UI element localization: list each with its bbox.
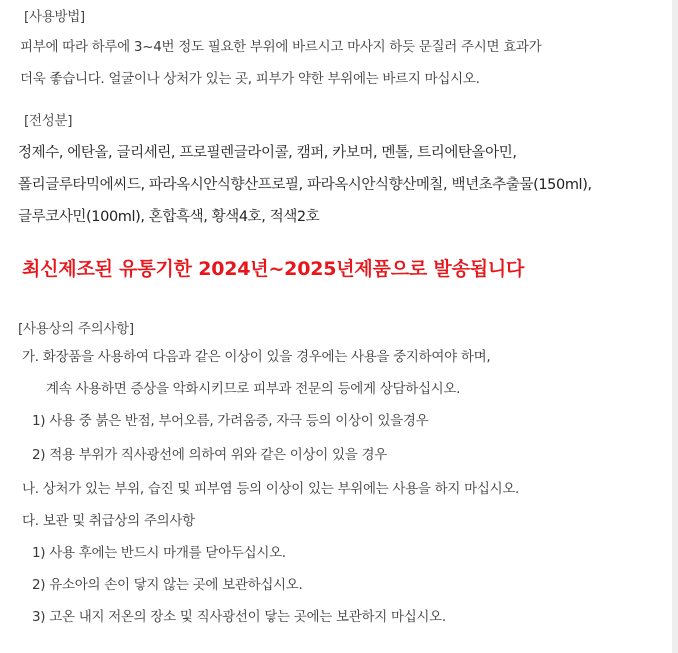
usage-line-1: 피부에 따라 하루에 3~4번 정도 필요한 부위에 바르시고 마사지 하듯 문질러 주시면 효과가 <box>20 39 542 55</box>
usage-heading: [사용방법] <box>24 9 85 25</box>
storage-subitem-3: 3) 고온 내지 저온의 장소 및 직사광선이 닿는 곳에는 보관하지 마십시오. <box>32 609 446 625</box>
ingredients-heading: [전성분] <box>24 113 73 129</box>
precautions-heading: [사용상의 주의사항] <box>18 321 134 337</box>
ingredients-line-2: 폴리글루타믹에씨드, 파라옥시안식향산프로필, 파라옥시안식향산메칠, 백년초추출물(150ml), <box>18 177 592 193</box>
precaution-item-na: 나. 상처가 있는 부위, 습진 및 피부염 등의 이상이 있는 부위에는 사용을 하지 마십시오. <box>22 481 520 497</box>
scrollbar[interactable] <box>672 0 678 653</box>
precaution-subitem-2: 2) 적용 부위가 직사광선에 의하여 위와 같은 이상이 있을 경우 <box>32 447 387 463</box>
precaution-item-ga-cont: 계속 사용하면 증상을 악화시키므로 피부과 전문의 등에게 상담하십시오. <box>46 381 461 397</box>
storage-subitem-1: 1) 사용 후에는 반드시 마개를 닫아두십시오. <box>32 545 286 561</box>
ingredients-line-1: 정제수, 에탄올, 글리세린, 프로필렌글라이콜, 캠퍼, 카보머, 멘톨, 트리에탄올아민, <box>18 145 517 161</box>
precaution-item-da: 다. 보관 및 취급상의 주의사항 <box>22 513 195 529</box>
storage-subitem-2: 2) 유소아의 손이 닿지 않는 곳에 보관하십시오. <box>32 577 303 593</box>
precaution-subitem-1: 1) 사용 중 붉은 반점, 부어오름, 가려움증, 자극 등의 이상이 있을경우 <box>32 413 429 429</box>
ingredients-line-3: 글루코사민(100ml), 혼합흑색, 황색4호, 적색2호 <box>18 209 320 225</box>
shipping-notice: 최신제조된 유통기한 2024년~2025년제품으로 발송됩니다 <box>22 258 525 280</box>
usage-line-2: 더욱 좋습니다. 얼굴이나 상처가 있는 곳, 피부가 약한 부위에는 바르지 마십시오. <box>20 71 480 87</box>
precaution-item-ga: 가. 화장품을 사용하여 다음과 같은 이상이 있을 경우에는 사용을 중지하여야 하며, <box>22 349 491 365</box>
